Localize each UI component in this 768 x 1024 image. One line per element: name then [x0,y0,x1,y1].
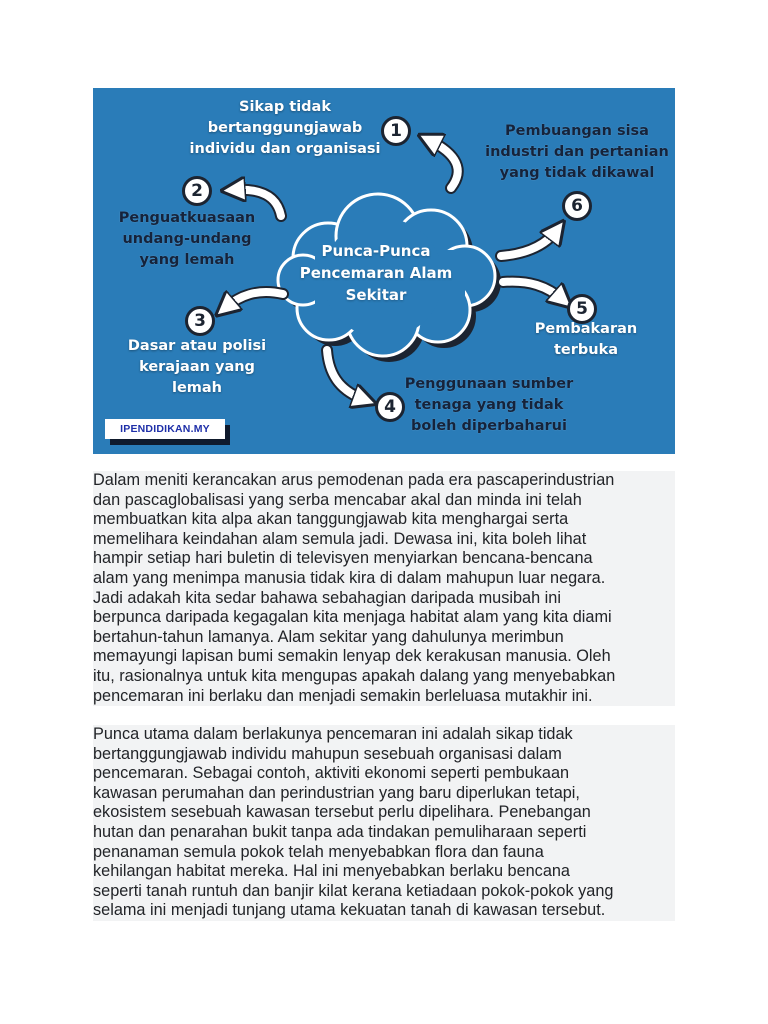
article-paragraph-1: Dalam meniti kerancakan arus pemodenan pada era pascaperindustrian dan pascaglobalisasi yang serba mencabar akal dan minda ini telah membuatkan kita alpa akan tanggungjawab kita menghargai serta memelihara keindahan alam semula jadi. Dewasa ini, kita boleh lihat hampir setiap hari buletin di televisyen menyiarkan bencana-bencana alam yang menimpa manusia tidak kira di dalam mahupun luar negara. Jadi adakah kita sedar bahawa sebahagian daripada musibah ini berpunca daripada kegagalan kita menjaga habitat alam yang kita diami bertahun-tahun lamanya. Alam sekitar yang dahulunya merimbun memayungi lapisan bumi semakin lenyap dek kerakusan manusia. Oleh itu, rasionalnya untuk kita mengupas apakah dalang yang menyebabkan pencemaran ini berlaku dan menjadi semakin berleluasa mutakhir ini. [93,471,675,706]
cause-4-caption: Penggunaan sumber tenaga yang tidak boleh diperbaharui [404,376,574,434]
arrow-to-item-4 [327,350,365,400]
cause-5-number: 5 [567,294,597,324]
cause-4-number: 4 [375,392,405,422]
arrow-to-item-6 [501,230,557,256]
cause-5-caption: Pembakaran terbuka [534,321,638,358]
arrow-to-item-1 [429,140,458,188]
infographic-panel [93,88,675,454]
cause-3-caption: Dasar atau polisi kerajaan yang lemah [127,338,267,396]
cause-1-number: 1 [381,116,411,146]
cause-6-number: 6 [562,191,592,221]
brand-label: IPENDIDIKAN.MY [105,419,225,439]
cause-2-number: 2 [182,176,212,206]
article-paragraph-2: Punca utama dalam berlakunya pencemaran ini adalah sikap tidak bertanggungjawab individu mahupun sesebuah organisasi dalam pencemaran. Sebagai contoh, aktiviti ekonomi seperti pembukaan kawasan perumahan dan perindustrian yang baru diperlukan tetapi, ekosistem sesebuah kawasan tersebut perlu dipelihara. Penebangan hutan dan penarahan bukit tanpa ada tindakan pemuliharaan seperti penanaman semula pokok telah menyebabkan flora dan fauna kehilangan habitat mereka. Hal ini menyebabkan berlaku bencana seperti tanah runtuh dan banjir kilat kerana ketiadaan pokok-pokok yang selama ini menjadi tunjang utama kekuatan tanah di kawasan tersebut. [93,725,675,921]
arrow-to-item-3 [225,292,283,308]
cause-6-caption: Pembuangan sisa industri dan pertanian yang tidak dikawal [485,123,669,181]
arrow-to-item-5 [503,282,563,300]
cloud-title: Punca-Punca Pencemaran Alam Sekitar [299,242,453,304]
cause-2-caption: Penguatkuasaan undang-undang yang lemah [118,210,256,268]
cause-3-number: 3 [185,306,215,336]
cause-1-caption: Sikap tidak bertanggungjawab individu dan organisasi [189,99,381,157]
